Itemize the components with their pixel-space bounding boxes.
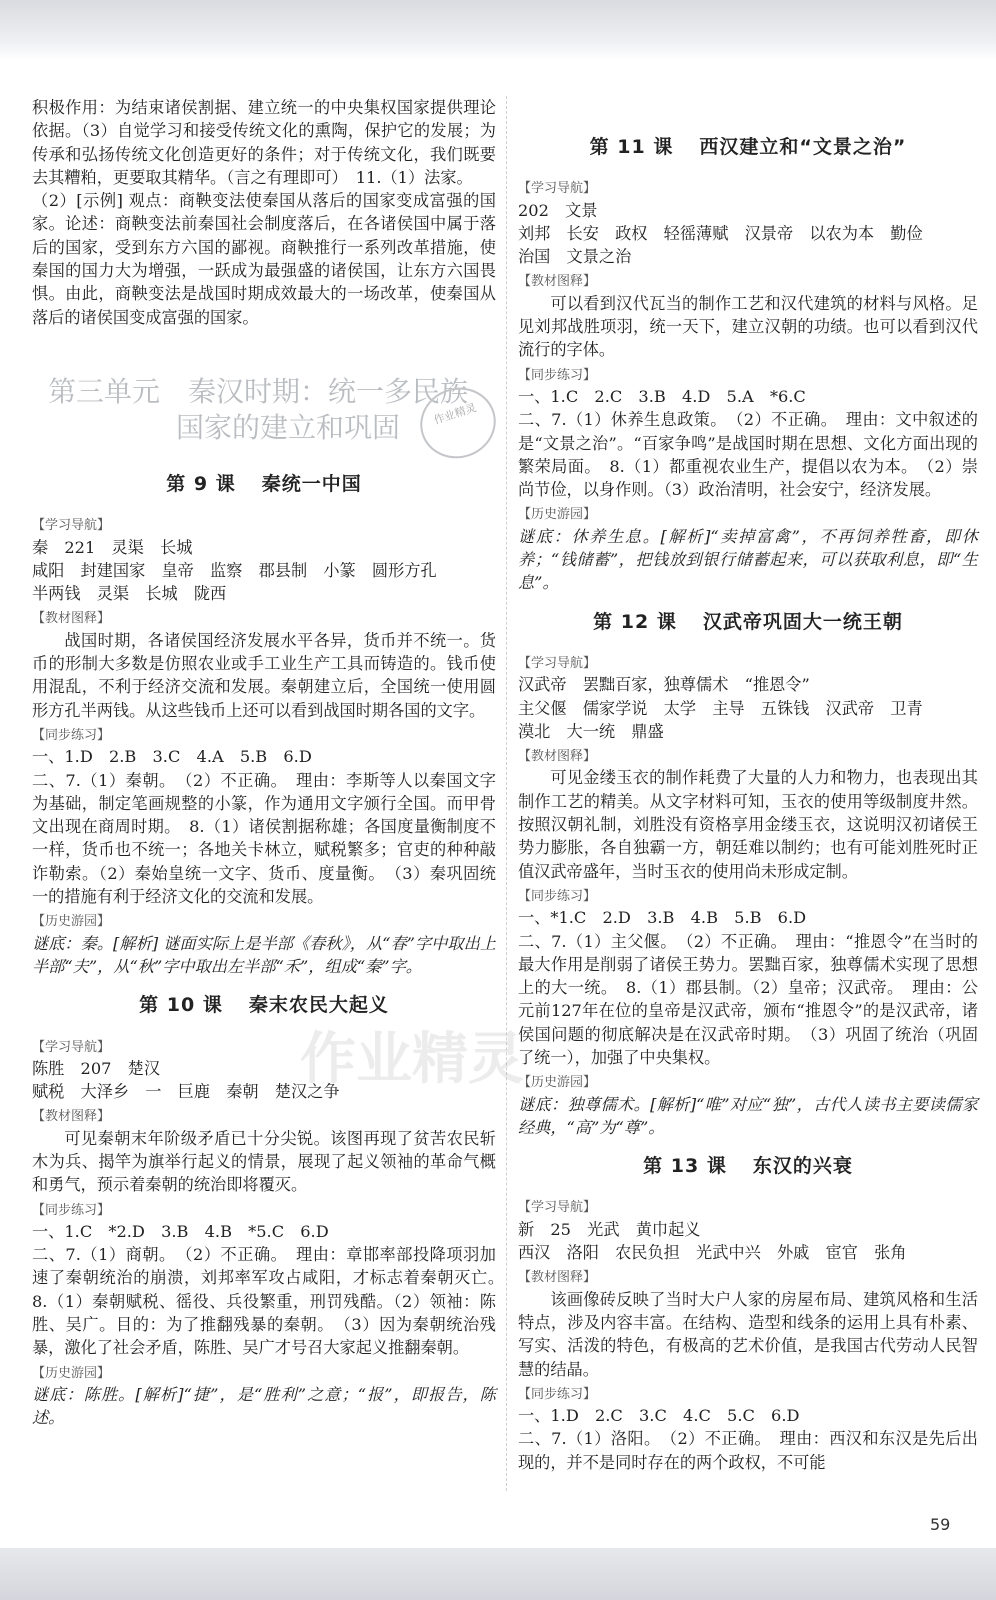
unit-heading-line-1: 第三单元 秦汉时期：统一多民族	[48, 375, 469, 408]
guide-line: 治国 文景之治	[518, 247, 632, 267]
tag-picture-notes: 【教材图释】	[32, 611, 111, 627]
lesson-number: 第 13 课	[643, 1155, 727, 1178]
riddle-answer: 谜底：秦。[解析] 谜面实际上是半部《春秋》，从“春”字中取出上半部“夫”，从“秋”字中取出左半部“禾”，组成“秦”字。	[32, 933, 496, 976]
riddle-answer: 谜底：休养生息。[解析]“卖掉富禽”，不再饲养牲畜，即休养；“钱储蓄”，把钱放到银行储蓄起来，可以获取利息，即“生息”。	[518, 526, 978, 593]
stamp-text: 作业精灵	[432, 400, 478, 427]
guide-line: 刘邦 长安 政权 轻徭薄赋 汉景帝 以农为本 勤俭	[518, 223, 923, 243]
unit-heading-line-2: 国家的建立和巩固	[176, 411, 401, 444]
tag-history-garden: 【历史游园】	[518, 507, 597, 523]
guide-line: 秦 221 灵渠 长城	[32, 537, 193, 557]
lesson-12-heading	[518, 611, 978, 634]
tag-study-guide: 【学习导航】	[518, 181, 597, 197]
riddle-answer: 谜底：独尊儒术。[解析]“唯”对应“独”，古代人读书主要读儒家经典，“高”为“尊”。	[518, 1094, 978, 1137]
picture-notes-text: 该画像砖反映了当时大户人家的房屋布局、建筑风格和生活特点，涉及内容丰富。在结构、造型和线条的运用上具有朴素、写实、活泼的特色，有极高的艺术价值，是我国古代劳动人民智慧的结晶。	[518, 1289, 978, 1379]
exercise-answers-1: 一、1.C 2.C 3.B 4.D 5.A *6.C	[518, 386, 806, 406]
tag-exercises: 【同步练习】	[32, 727, 111, 743]
tag-history-garden: 【历史游园】	[32, 914, 111, 930]
tag-picture-notes: 【教材图释】	[518, 274, 597, 290]
exercise-answers-1: 一、1.D 2.B 3.C 4.A 5.B 6.D	[32, 747, 312, 767]
guide-line: 主父偃 儒家学说 太学 主导 五铢钱 汉武帝 卫青	[518, 698, 923, 718]
tag-history-garden: 【历史游园】	[518, 1075, 597, 1091]
lesson-number: 第 11 课	[589, 136, 674, 158]
exercise-answers-2: 二、7.（1）洛阳。 （2）不正确。 理由：西汉和东汉是先后出现的，并不是同时存在的两个政权，不可能	[518, 1429, 978, 1472]
tag-picture-notes: 【教材图释】	[518, 749, 597, 765]
guide-line: 漠北 大一统 鼎盛	[518, 721, 664, 741]
exercise-answers-2: 二、7.（1）休养生息政策。 （2）不正确。 理由：文中叙述的是“文景之治”。“百家争鸣”是战国时期在思想、文化方面出现的繁荣局面。 8.（1）都重视农业生产，提倡以农为本。 （2）崇尚节俭，以身作则。（3）政治清明，社会安宁，经济发展。	[518, 410, 978, 500]
guide-line: 西汉 洛阳 农民负担 光武中兴 外戚 宦官 张角	[518, 1243, 907, 1263]
exercise-answers-2: 二、7.（1）商朝。 （2）不正确。 理由：章邯率部投降项羽加速了秦朝统治的崩溃，刘邦率军攻占咸阳，才标志着秦朝灭亡。 8.（1）秦朝赋税、徭役、兵役繁重，刑罚残酷。（2）领袖：陈胜、吴广。目的：为了推翻残暴的秦朝。 （3）因为秦朝统治残暴，激化了社会矛盾，陈胜、吴广才号召大家起义推翻秦朝。	[32, 1245, 513, 1358]
top-header-band	[0, 0, 996, 60]
tag-study-guide: 【学习导航】	[32, 1039, 111, 1055]
lesson-11-heading	[518, 136, 978, 159]
lesson-10-heading	[32, 994, 496, 1017]
lesson-title: 汉武帝巩固大一统王朝	[702, 610, 903, 633]
riddle-answer: 谜底：陈胜。[解析]“捷”，是“胜利”之意；“报”，即报告，陈述。	[32, 1384, 496, 1428]
page-number: 59	[930, 1515, 951, 1534]
exercise-answers-1: 一、*1.C 2.D 3.B 4.B 5.B 6.D	[518, 908, 807, 928]
tag-exercises: 【同步练习】	[518, 888, 597, 904]
picture-notes-text: 可以看到汉代瓦当的制作工艺和汉代建筑的材料与风格。足见刘邦战胜项羽，统一天下，建立汉朝的功绩。也可以看到汉代流行的字体。	[518, 293, 978, 360]
picture-notes-text: 可见金缕玉衣的制作耗费了大量的人力和物力，也表现出其制作工艺的精美。从文字材料可知，玉衣的使用等级制度井然。按照汉朝礼制，刘胜没有资格享用金缕玉衣，这说明汉初诸侯王势力膨胀，各自独霸一方，朝廷难以制约；也有可能刘胜死时正值汉武帝盛年，当时玉衣的使用尚未形成定制。	[518, 768, 978, 881]
picture-notes-text: 战国时期，各诸侯国经济发展水平各异，货币并不统一。货币的形制大多数是仿照农业或手工业生产工具而铸造的。钱币使用混乱，不利于经济交流和发展。秦朝建立后，全国统一使用圆形方孔半两钱。从这些钱币上还可以看到战国时期各国的文字。	[32, 630, 496, 720]
guide-line: 赋税 大泽乡 一 巨鹿 秦朝 楚汉之争	[32, 1082, 340, 1102]
tag-exercises: 【同步练习】	[518, 367, 597, 383]
tag-picture-notes: 【教材图释】	[518, 1270, 597, 1286]
unit-heading	[48, 374, 468, 446]
lesson-number: 第 10 课	[139, 994, 223, 1017]
lesson-title: 西汉建立和“文景之治”	[699, 136, 907, 158]
exercise-answers-2: 二、7.（1）秦朝。 （2）不正确。 理由：李斯等人以秦国文字为基础，制定笔画规整的小篆，作为通用文字颁行全国。而甲骨文出现在商周时期。 8.（1）诸侯割据称雄；各国度量衡制度不一样，货币也不统一；各地关卡林立，赋税繁多；官吏的种种敲诈勒索。（2）秦始皇统一文字、货币、度量衡。 （3）秦巩固统一的措施有利于经济文化的交流和发展。	[32, 770, 496, 907]
intro-paragraph-1: 积极作用：为结束诸侯割据、建立统一的中央集权国家提供理论依据。（3）自觉学习和接受传统文化的熏陶，保护它的发展；为传承和弘扬传统文化创造更好的条件；对于传统文化，我们既要去其糟粕，更要取其精华。（言之有理即可） 11.（1）法家。	[32, 98, 496, 187]
guide-line: 半两钱 灵渠 长城 陇西	[32, 584, 227, 604]
guide-line: 汉武帝 罢黜百家，独尊儒术 “推恩令”	[518, 675, 810, 695]
tag-exercises: 【同步练习】	[32, 1202, 111, 1218]
tag-exercises: 【同步练习】	[518, 1386, 597, 1402]
lesson-title: 秦末农民大起义	[248, 994, 389, 1017]
tag-history-garden: 【历史游园】	[32, 1365, 111, 1381]
guide-line: 202 文景	[518, 200, 598, 220]
tag-study-guide: 【学习导航】	[518, 1200, 597, 1216]
bottom-footer-band	[0, 1548, 996, 1600]
lesson-number: 第 9 课	[166, 472, 236, 495]
guide-line: 咸阳 封建国家 皇帝 监察 郡县制 小篆 圆形方孔	[32, 560, 437, 580]
tag-study-guide: 【学习导航】	[32, 518, 111, 534]
exercise-answers-2: 二、7.（1）主父偃。 （2）不正确。 理由：“推恩令”在当时的最大作用是削弱了诸侯王势力。罢黜百家，独尊儒术实现了思想上的大一统。 8.（1）郡县制。（2）皇帝；汉武帝。 理由：公元前127年在位的皇帝是汉武帝，颁布“推恩令”的是汉武帝，诸侯国问题的彻底解决是在汉武帝时期。 （3）巩固了统治（巩固了统一），加强了中央集权。	[518, 931, 978, 1067]
left-column	[32, 96, 513, 1430]
intro-paragraph-2: （2）[示例] 观点：商鞅变法使秦国从落后的国家变成富强的国家。论述：商鞅变法前秦国社会制度落后，在各诸侯国中属于落后的国家，受到东方六国的鄙视。商鞅推行一系列改革措施，使秦国的国力大为增强，一跃成为最强盛的诸侯国，让东方六国畏惧。由此，商鞅变法是战国时期成效最大的一场改革，使秦国从落后的诸侯国变成富强的国家。	[32, 191, 496, 327]
exercise-answers-1: 一、1.C *2.D 3.B 4.B *5.C 6.D	[32, 1221, 329, 1241]
tag-picture-notes: 【教材图释】	[32, 1109, 111, 1125]
exercise-answers-1: 一、1.D 2.C 3.C 4.C 5.C 6.D	[518, 1406, 800, 1426]
picture-notes-text: 可见秦朝末年阶级矛盾已十分尖锐。该图再现了贫苦农民斩木为兵、揭竿为旗举行起义的情景，展现了起义领袖的革命气概和勇气，预示着秦朝的统治即将覆灭。	[32, 1128, 496, 1195]
lesson-title: 东汉的兴衰	[752, 1155, 853, 1178]
guide-line: 陈胜 207 楚汉	[32, 1058, 161, 1078]
lesson-number: 第 12 课	[593, 610, 677, 633]
right-column	[518, 130, 978, 1474]
lesson-title: 秦统一中国	[261, 472, 362, 495]
lesson-13-heading	[518, 1155, 978, 1178]
watermark: 作业精灵	[300, 1027, 524, 1092]
guide-line: 新 25 光武 黄巾起义	[518, 1219, 701, 1239]
tag-study-guide: 【学习导航】	[518, 655, 597, 671]
lesson-9-heading	[32, 473, 496, 496]
